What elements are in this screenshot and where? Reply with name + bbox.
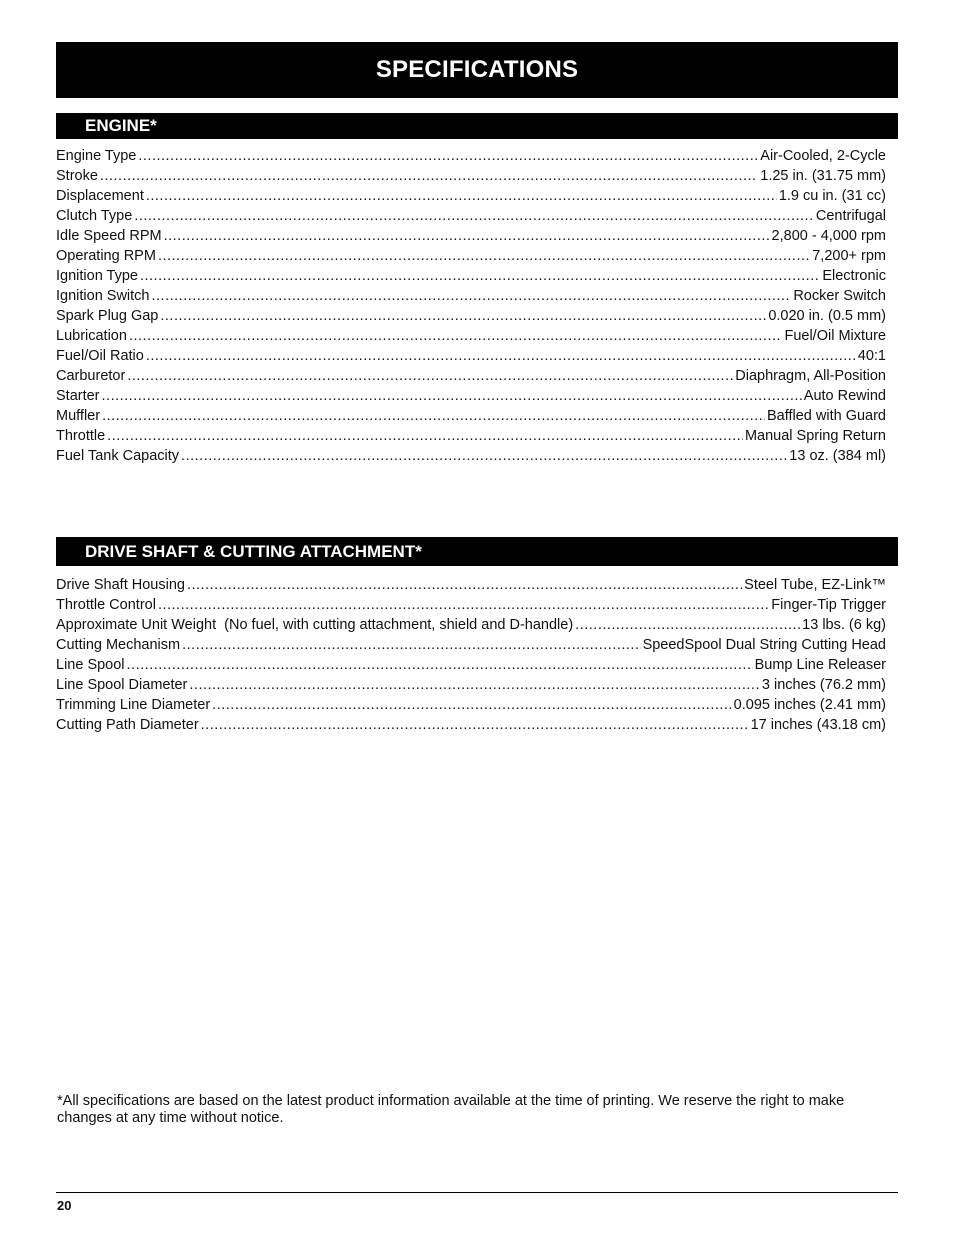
spec-label: Spark Plug Gap	[56, 308, 159, 324]
dot-leader	[181, 446, 787, 466]
spec-label: Ignition Switch	[56, 288, 150, 304]
spec-row-throttle-control	[56, 595, 886, 615]
spec-label: Fuel Tank Capacity	[56, 448, 180, 464]
spec-value: Finger-Tip Trigger	[771, 597, 886, 613]
dot-leader	[160, 306, 766, 326]
dot-leader	[107, 426, 743, 446]
spec-row-carburetor	[56, 366, 886, 386]
spec-value: 7,200+ rpm	[812, 248, 886, 264]
dot-leader	[100, 166, 758, 186]
spec-label: Muffler	[56, 408, 101, 424]
spec-value: Steel Tube, EZ-Link™	[744, 577, 886, 593]
spec-row-operating-rpm	[56, 246, 886, 266]
spec-row-fuel-tank-capacity	[56, 446, 886, 466]
dot-leader	[164, 226, 770, 246]
dot-leader	[146, 346, 856, 366]
spec-row-spark-plug-gap	[56, 306, 886, 326]
spec-row-engine-type	[56, 146, 886, 166]
spec-value: Baffled with Guard	[766, 408, 886, 424]
dot-leader	[146, 186, 777, 206]
drive-shaft-section-title: DRIVE SHAFT & CUTTING ATTACHMENT*	[85, 541, 422, 561]
spec-label: Operating RPM	[56, 248, 156, 264]
spec-label: Fuel/Oil Ratio	[56, 348, 144, 364]
spec-value: 13 oz. (384 ml)	[789, 448, 886, 464]
engine-spec-list	[56, 146, 886, 466]
spec-value: 0.095 inches (2.41 mm)	[733, 697, 886, 713]
spec-value: 2,800 - 4,000 rpm	[771, 228, 886, 244]
dot-leader	[134, 206, 814, 226]
spec-row-cutting-path-diameter	[56, 715, 886, 735]
spec-label: Stroke	[56, 168, 98, 184]
spec-value: Electronic	[822, 268, 886, 284]
spec-value: SpeedSpool Dual String Cutting Head	[642, 637, 886, 653]
spec-label: Starter	[56, 388, 100, 404]
spec-value: Auto Rewind	[803, 388, 886, 404]
spec-value: Air-Cooled, 2-Cycle	[760, 148, 886, 164]
spec-label: Trimming Line Diameter	[56, 697, 211, 713]
spec-value: Manual Spring Return	[744, 428, 886, 444]
dot-leader	[102, 406, 765, 426]
spec-row-throttle	[56, 426, 886, 446]
dot-leader	[182, 635, 640, 655]
spec-label: Engine Type	[56, 148, 137, 164]
spec-row-line-spool-diameter	[56, 675, 886, 695]
spec-row-unit-weight	[56, 615, 886, 635]
dot-leader	[575, 615, 800, 635]
spec-label: Cutting Path Diameter	[56, 717, 199, 733]
dot-leader	[102, 386, 802, 406]
dot-leader	[138, 146, 758, 166]
spec-row-starter	[56, 386, 886, 406]
spec-label: Line Spool	[56, 657, 125, 673]
spec-label: Throttle Control	[56, 597, 156, 613]
dot-leader	[140, 266, 820, 286]
footnote: *All specifications are based on the latest product information available at the time of printing. We reserve the right to make changes at any time without notice.	[57, 1093, 845, 1126]
dot-leader	[127, 655, 753, 675]
spec-value: 17 inches (43.18 cm)	[750, 717, 886, 733]
spec-row-muffler	[56, 406, 886, 426]
dot-leader	[158, 246, 810, 266]
dot-leader	[201, 715, 749, 735]
spec-row-clutch-type	[56, 206, 886, 226]
spec-value: 13 lbs. (6 kg)	[802, 617, 886, 633]
spec-value: 3 inches (76.2 mm)	[761, 677, 886, 693]
spec-row-fuel-oil-ratio	[56, 346, 886, 366]
engine-section-header	[56, 113, 898, 139]
spec-row-ignition-switch	[56, 286, 886, 306]
spec-value: 0.020 in. (0.5 mm)	[768, 308, 886, 324]
dot-leader	[189, 675, 760, 695]
spec-label: Lubrication	[56, 328, 127, 344]
spec-value: Fuel/Oil Mixture	[784, 328, 886, 344]
spec-row-lubrication	[56, 326, 886, 346]
spec-row-drive-shaft-housing	[56, 575, 886, 595]
dot-leader	[152, 286, 792, 306]
dot-leader	[212, 695, 732, 715]
drive-shaft-section-header	[56, 537, 898, 566]
spec-label: Carburetor	[56, 368, 126, 384]
spec-value: Bump Line Releaser	[754, 657, 886, 673]
dot-leader	[129, 326, 783, 346]
spec-row-stroke	[56, 166, 886, 186]
spec-value: 40:1	[857, 348, 886, 364]
spec-row-trimming-line-diameter	[56, 695, 886, 715]
page-title-bar	[56, 42, 898, 98]
spec-row-cutting-mechanism	[56, 635, 886, 655]
dot-leader	[158, 595, 769, 615]
spec-label: Approximate Unit Weight (No fuel, with cutting attachment, shield and D-handle)	[56, 617, 574, 633]
spec-label: Drive Shaft Housing	[56, 577, 185, 593]
spec-value: Diaphragm, All-Position	[735, 368, 886, 384]
spec-label: Line Spool Diameter	[56, 677, 188, 693]
engine-section-title: ENGINE*	[85, 116, 157, 135]
spec-value: 1.25 in. (31.75 mm)	[760, 168, 886, 184]
spec-value: Rocker Switch	[793, 288, 886, 304]
spec-value: Centrifugal	[815, 208, 886, 224]
page-number: 20	[57, 1198, 72, 1213]
page-title: SPECIFICATIONS	[375, 56, 579, 83]
footer-divider	[56, 1192, 898, 1193]
spec-value: 1.9 cu in. (31 cc)	[778, 188, 886, 204]
spec-label: Ignition Type	[56, 268, 138, 284]
spec-label: Throttle	[56, 428, 106, 444]
spec-row-idle-speed	[56, 226, 886, 246]
spec-label: Idle Speed RPM	[56, 228, 162, 244]
spec-label: Displacement	[56, 188, 144, 204]
dot-leader	[127, 366, 733, 386]
spec-row-ignition-type	[56, 266, 886, 286]
dot-leader	[187, 575, 742, 595]
spec-row-displacement	[56, 186, 886, 206]
drive-shaft-spec-list	[56, 575, 886, 735]
spec-label: Clutch Type	[56, 208, 133, 224]
spec-label: Cutting Mechanism	[56, 637, 181, 653]
spec-row-line-spool	[56, 655, 886, 675]
